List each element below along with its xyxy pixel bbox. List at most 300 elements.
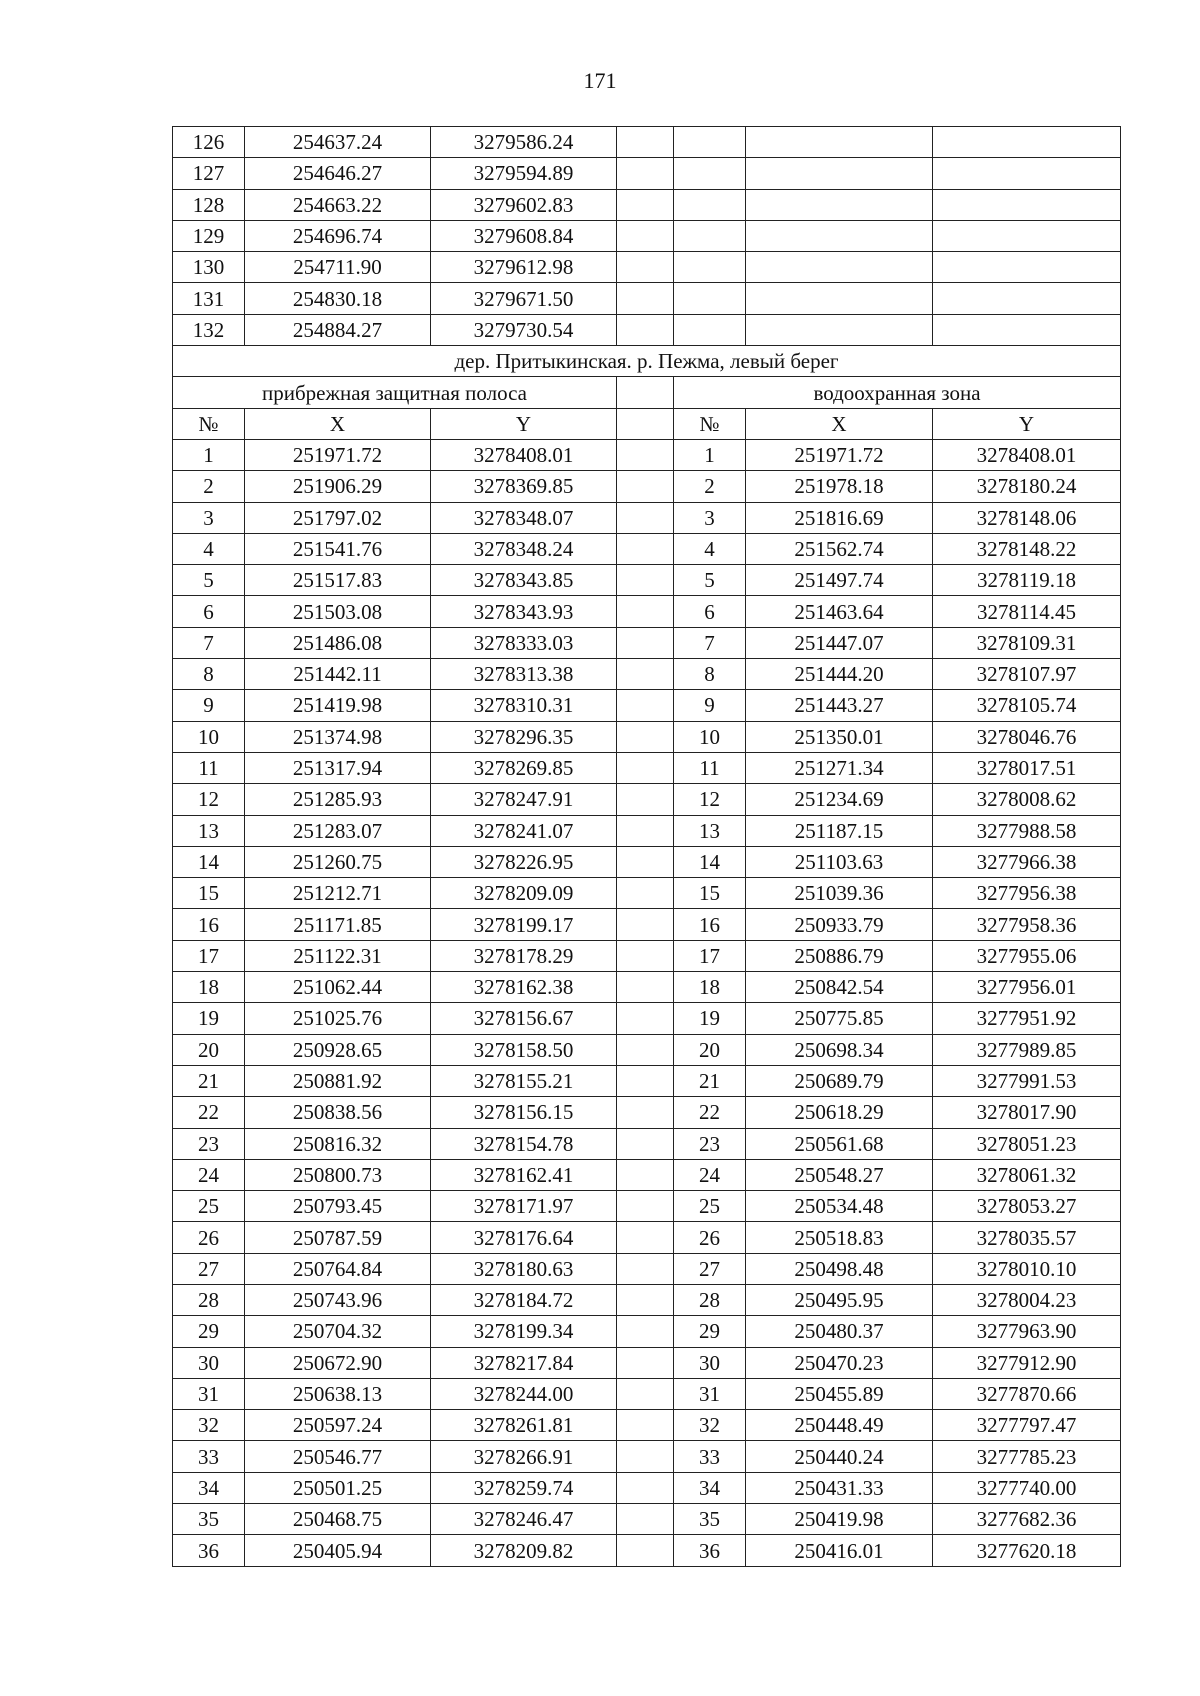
point-number: 13: [173, 815, 245, 846]
table-row: [173, 815, 1121, 846]
table-row: [173, 252, 1121, 283]
coord-y: 3278408.01: [933, 439, 1121, 470]
coord-x: 251419.98: [245, 690, 431, 721]
coord-y: 3277958.36: [933, 909, 1121, 940]
spacer-cell: [617, 596, 674, 627]
coord-y: 3278246.47: [431, 1504, 617, 1535]
coord-y: 3278343.85: [431, 565, 617, 596]
coord-x: 251234.69: [746, 784, 933, 815]
coord-x: 250638.13: [245, 1378, 431, 1409]
coord-y: 3278035.57: [933, 1222, 1121, 1253]
spacer-cell: [617, 1003, 674, 1034]
coord-y: 3277912.90: [933, 1347, 1121, 1378]
table-row: [173, 1159, 1121, 1190]
coord-x: 250498.48: [746, 1253, 933, 1284]
coord-x: 251285.93: [245, 784, 431, 815]
spacer-cell: [617, 1284, 674, 1315]
point-number: 31: [674, 1378, 746, 1409]
coord-x: 251039.36: [746, 878, 933, 909]
point-number: 4: [173, 533, 245, 564]
coord-x: 254663.22: [245, 189, 431, 220]
point-number: 19: [674, 1003, 746, 1034]
coord-y: 3277989.85: [933, 1034, 1121, 1065]
point-number: 23: [674, 1128, 746, 1159]
coord-x: 250548.27: [746, 1159, 933, 1190]
table-row: [173, 283, 1121, 314]
empty-cell: [746, 220, 933, 251]
point-number: 24: [674, 1159, 746, 1190]
coord-y: 3278209.82: [431, 1535, 617, 1566]
coord-y: 3278008.62: [933, 784, 1121, 815]
coord-y: 3278178.29: [431, 940, 617, 971]
spacer-cell: [617, 1378, 674, 1409]
point-number: 7: [674, 627, 746, 658]
coord-y: 3278408.01: [431, 439, 617, 470]
coord-y: 3278244.00: [431, 1378, 617, 1409]
page-number: 171: [583, 68, 617, 93]
spacer-cell: [617, 1472, 674, 1503]
left-group-header: прибрежная защитная полоса: [173, 377, 617, 408]
point-number: 128: [173, 189, 245, 220]
table-row: [173, 565, 1121, 596]
spacer-cell: [617, 752, 674, 783]
spacer-cell: [617, 940, 674, 971]
table-row: [173, 189, 1121, 220]
point-number: 9: [674, 690, 746, 721]
empty-cell: [674, 283, 746, 314]
point-number: 22: [173, 1097, 245, 1128]
coord-x: 250928.65: [245, 1034, 431, 1065]
coord-y: 3278269.85: [431, 752, 617, 783]
point-number: 9: [173, 690, 245, 721]
coord-x: 250800.73: [245, 1159, 431, 1190]
coord-y: 3278348.07: [431, 502, 617, 533]
table-row: [173, 846, 1121, 877]
point-number: 34: [173, 1472, 245, 1503]
coord-y: 3279730.54: [431, 314, 617, 345]
point-number: 25: [173, 1191, 245, 1222]
coord-x: 254884.27: [245, 314, 431, 345]
spacer-cell: [617, 1222, 674, 1253]
point-number: 129: [173, 220, 245, 251]
point-number: 22: [674, 1097, 746, 1128]
point-number: 6: [674, 596, 746, 627]
empty-cell: [746, 314, 933, 345]
point-number: 10: [674, 721, 746, 752]
table-row: [173, 1003, 1121, 1034]
point-number: 15: [674, 878, 746, 909]
point-number: 12: [173, 784, 245, 815]
coord-y: 3278010.10: [933, 1253, 1121, 1284]
coord-y: 3279594.89: [431, 158, 617, 189]
point-number: 28: [674, 1284, 746, 1315]
coord-y: 3278017.90: [933, 1097, 1121, 1128]
point-number: 2: [674, 471, 746, 502]
coord-x: 250495.95: [746, 1284, 933, 1315]
empty-cell: [933, 189, 1121, 220]
col-num-header: №: [173, 408, 245, 439]
coord-x: 251503.08: [245, 596, 431, 627]
coord-y: 3278217.84: [431, 1347, 617, 1378]
coord-y: 3278266.91: [431, 1441, 617, 1472]
coord-x: 250561.68: [746, 1128, 933, 1159]
coord-x: 250689.79: [746, 1065, 933, 1096]
coord-x: 251978.18: [746, 471, 933, 502]
coord-y: 3278247.91: [431, 784, 617, 815]
table-row: [173, 972, 1121, 1003]
point-number: 17: [173, 940, 245, 971]
point-number: 132: [173, 314, 245, 345]
spacer-cell: [617, 1191, 674, 1222]
spacer-cell: [617, 502, 674, 533]
point-number: 26: [173, 1222, 245, 1253]
point-number: 32: [173, 1410, 245, 1441]
coord-x: 250455.89: [746, 1378, 933, 1409]
table-row: [173, 596, 1121, 627]
coord-y: 3278199.17: [431, 909, 617, 940]
point-number: 6: [173, 596, 245, 627]
coord-x: 251517.83: [245, 565, 431, 596]
empty-cell: [933, 283, 1121, 314]
spacer-cell: [617, 784, 674, 815]
coord-y: 3278369.85: [431, 471, 617, 502]
table-row: [173, 1410, 1121, 1441]
col-y-header: Y: [933, 408, 1121, 439]
coord-y: 3278004.23: [933, 1284, 1121, 1315]
point-number: 16: [674, 909, 746, 940]
spacer-cell: [617, 1034, 674, 1065]
empty-cell: [674, 189, 746, 220]
coord-x: 250743.96: [245, 1284, 431, 1315]
coord-y: 3278046.76: [933, 721, 1121, 752]
coord-x: 250597.24: [245, 1410, 431, 1441]
coord-y: 3278053.27: [933, 1191, 1121, 1222]
point-number: 1: [173, 439, 245, 470]
coord-y: 3279608.84: [431, 220, 617, 251]
point-number: 8: [674, 659, 746, 690]
coord-x: 254830.18: [245, 283, 431, 314]
point-number: 25: [674, 1191, 746, 1222]
coord-x: 250698.34: [746, 1034, 933, 1065]
coord-x: 251122.31: [245, 940, 431, 971]
table-row: [173, 784, 1121, 815]
table-row: [173, 1347, 1121, 1378]
point-number: 126: [173, 127, 245, 158]
empty-cell: [617, 158, 674, 189]
table-row: [173, 909, 1121, 940]
coord-x: 250816.32: [245, 1128, 431, 1159]
point-number: 30: [674, 1347, 746, 1378]
coord-x: 250468.75: [245, 1504, 431, 1535]
coord-y: 3278348.24: [431, 533, 617, 564]
point-number: 31: [173, 1378, 245, 1409]
table-row: [173, 1316, 1121, 1347]
point-number: 29: [173, 1316, 245, 1347]
point-number: 11: [173, 752, 245, 783]
coord-y: 3278158.50: [431, 1034, 617, 1065]
coord-y: 3279671.50: [431, 283, 617, 314]
coord-x: 254696.74: [245, 220, 431, 251]
coord-y: 3278148.06: [933, 502, 1121, 533]
coord-y: 3278313.38: [431, 659, 617, 690]
table-row: [173, 1097, 1121, 1128]
coord-x: 250838.56: [245, 1097, 431, 1128]
table-row: [173, 1441, 1121, 1472]
table-row: [173, 158, 1121, 189]
coord-y: 3278180.63: [431, 1253, 617, 1284]
point-number: 127: [173, 158, 245, 189]
coord-x: 251374.98: [245, 721, 431, 752]
spacer-cell: [617, 1410, 674, 1441]
coord-x: 250546.77: [245, 1441, 431, 1472]
point-number: 35: [173, 1504, 245, 1535]
coord-y: 3277963.90: [933, 1316, 1121, 1347]
coord-y: 3277682.36: [933, 1504, 1121, 1535]
empty-cell: [674, 127, 746, 158]
empty-cell: [933, 314, 1121, 345]
point-number: 11: [674, 752, 746, 783]
point-number: 1: [674, 439, 746, 470]
table-row: [173, 1128, 1121, 1159]
spacer-cell: [617, 627, 674, 658]
coord-x: 251317.94: [245, 752, 431, 783]
coord-x: 250886.79: [746, 940, 933, 971]
empty-cell: [933, 252, 1121, 283]
empty-cell: [617, 220, 674, 251]
spacer-cell: [617, 471, 674, 502]
table-row: [173, 878, 1121, 909]
coord-x: 251062.44: [245, 972, 431, 1003]
empty-cell: [674, 220, 746, 251]
point-number: 12: [674, 784, 746, 815]
table-row: [173, 940, 1121, 971]
coord-x: 250518.83: [746, 1222, 933, 1253]
coord-x: 251171.85: [245, 909, 431, 940]
spacer-cell: [617, 721, 674, 752]
point-number: 21: [674, 1065, 746, 1096]
table-row: [173, 533, 1121, 564]
spacer-cell: [617, 1535, 674, 1566]
coord-x: 251816.69: [746, 502, 933, 533]
coord-y: 3277956.01: [933, 972, 1121, 1003]
coordinate-rows: [173, 439, 1121, 1566]
point-number: 21: [173, 1065, 245, 1096]
coord-y: 3278184.72: [431, 1284, 617, 1315]
spacer-cell: [617, 1253, 674, 1284]
coord-y: 3277966.38: [933, 846, 1121, 877]
empty-cell: [674, 158, 746, 189]
spacer-cell: [617, 1441, 674, 1472]
table-row: [173, 502, 1121, 533]
spacer-cell: [617, 1347, 674, 1378]
point-number: 36: [674, 1535, 746, 1566]
table-row: [173, 690, 1121, 721]
coord-y: 3278209.09: [431, 878, 617, 909]
point-number: 15: [173, 878, 245, 909]
coord-y: 3277991.53: [933, 1065, 1121, 1096]
spacer-cell: [617, 1128, 674, 1159]
coord-x: 250440.24: [746, 1441, 933, 1472]
coord-y: 3277797.47: [933, 1410, 1121, 1441]
table-row: [173, 1222, 1121, 1253]
coord-y: 3278343.93: [431, 596, 617, 627]
coord-y: 3278107.97: [933, 659, 1121, 690]
spacer-cell: [617, 1097, 674, 1128]
empty-cell: [617, 189, 674, 220]
coord-y: 3277870.66: [933, 1378, 1121, 1409]
empty-cell: [933, 127, 1121, 158]
coord-y: 3279586.24: [431, 127, 617, 158]
coord-x: 250501.25: [245, 1472, 431, 1503]
point-number: 26: [674, 1222, 746, 1253]
coord-x: 251541.76: [245, 533, 431, 564]
coord-y: 3277951.92: [933, 1003, 1121, 1034]
coord-y: 3278261.81: [431, 1410, 617, 1441]
empty-cell: [617, 252, 674, 283]
table-row: [173, 721, 1121, 752]
col-x-header: X: [746, 408, 933, 439]
spacer-cell: [617, 815, 674, 846]
coord-x: 250419.98: [746, 1504, 933, 1535]
point-number: 33: [173, 1441, 245, 1472]
point-number: 130: [173, 252, 245, 283]
coord-x: 251271.34: [746, 752, 933, 783]
coord-y: 3278180.24: [933, 471, 1121, 502]
table-row: [173, 314, 1121, 345]
coord-y: 3279602.83: [431, 189, 617, 220]
coord-x: 250933.79: [746, 909, 933, 940]
coordinates-table: [172, 126, 1121, 1567]
point-number: 14: [173, 846, 245, 877]
point-number: 28: [173, 1284, 245, 1315]
coord-y: 3278017.51: [933, 752, 1121, 783]
coord-x: 250416.01: [746, 1535, 933, 1566]
spacer-cell: [617, 1504, 674, 1535]
spacer-cell: [617, 1065, 674, 1096]
coord-y: 3278155.21: [431, 1065, 617, 1096]
point-number: 3: [674, 502, 746, 533]
coord-x: 251486.08: [245, 627, 431, 658]
coord-x: 254646.27: [245, 158, 431, 189]
empty-cell: [746, 283, 933, 314]
point-number: 5: [674, 565, 746, 596]
point-number: 5: [173, 565, 245, 596]
spacer-cell: [617, 1316, 674, 1347]
point-number: 24: [173, 1159, 245, 1190]
coord-x: 250881.92: [245, 1065, 431, 1096]
table-row: [173, 659, 1121, 690]
coord-y: 3278259.74: [431, 1472, 617, 1503]
table-row: [173, 127, 1121, 158]
coord-x: 251212.71: [245, 878, 431, 909]
coord-x: 251187.15: [746, 815, 933, 846]
table-row: [173, 1378, 1121, 1409]
point-number: 10: [173, 721, 245, 752]
table-row: [173, 752, 1121, 783]
point-number: 18: [674, 972, 746, 1003]
coord-y: 3277956.38: [933, 878, 1121, 909]
point-number: 29: [674, 1316, 746, 1347]
coord-y: 3278051.23: [933, 1128, 1121, 1159]
coord-x: 251350.01: [746, 721, 933, 752]
coord-y: 3277988.58: [933, 815, 1121, 846]
coord-x: 251260.75: [245, 846, 431, 877]
point-number: 3: [173, 502, 245, 533]
spacer-cell: [617, 878, 674, 909]
coord-x: 254711.90: [245, 252, 431, 283]
coord-y: 3278162.41: [431, 1159, 617, 1190]
point-number: 30: [173, 1347, 245, 1378]
table-row: [173, 471, 1121, 502]
empty-cell: [617, 127, 674, 158]
empty-cell: [746, 252, 933, 283]
coord-x: 251971.72: [245, 439, 431, 470]
table-row: [173, 627, 1121, 658]
table-row: [173, 439, 1121, 470]
spacer-cell: [617, 690, 674, 721]
table-row: [173, 220, 1121, 251]
coord-x: 250672.90: [245, 1347, 431, 1378]
spacer-cell: [617, 533, 674, 564]
coord-x: 250448.49: [746, 1410, 933, 1441]
spacer-cell: [617, 972, 674, 1003]
point-number: 23: [173, 1128, 245, 1159]
coord-y: 3278156.67: [431, 1003, 617, 1034]
point-number: 27: [173, 1253, 245, 1284]
coord-x: 251444.20: [746, 659, 933, 690]
coord-x: 251283.07: [245, 815, 431, 846]
spacer-cell: [617, 377, 674, 408]
coord-x: 250480.37: [746, 1316, 933, 1347]
point-number: 27: [674, 1253, 746, 1284]
point-number: 4: [674, 533, 746, 564]
point-number: 20: [173, 1034, 245, 1065]
coord-x: 251906.29: [245, 471, 431, 502]
point-number: 18: [173, 972, 245, 1003]
point-number: 14: [674, 846, 746, 877]
table-row: [173, 1504, 1121, 1535]
point-number: 17: [674, 940, 746, 971]
coord-x: 250842.54: [746, 972, 933, 1003]
continued-rows: [173, 127, 1121, 346]
coord-x: 251463.64: [746, 596, 933, 627]
coord-y: 3278241.07: [431, 815, 617, 846]
table-row: [173, 1253, 1121, 1284]
point-number: 7: [173, 627, 245, 658]
coord-y: 3278176.64: [431, 1222, 617, 1253]
col-y-header: Y: [431, 408, 617, 439]
point-number: 34: [674, 1472, 746, 1503]
point-number: 33: [674, 1441, 746, 1472]
section-header: [173, 346, 1121, 440]
col-num-header: №: [674, 408, 746, 439]
coord-x: 250764.84: [245, 1253, 431, 1284]
point-number: 32: [674, 1410, 746, 1441]
table-row: [173, 1065, 1121, 1096]
coord-x: 250534.48: [746, 1191, 933, 1222]
empty-cell: [933, 158, 1121, 189]
empty-cell: [746, 158, 933, 189]
coord-y: 3278296.35: [431, 721, 617, 752]
right-group-header: водоохранная зона: [674, 377, 1121, 408]
coord-y: 3277740.00: [933, 1472, 1121, 1503]
coord-x: 251443.27: [746, 690, 933, 721]
section-title: дер. Притыкинская. р. Пежма, левый берег: [173, 346, 1121, 377]
coord-x: 250793.45: [245, 1191, 431, 1222]
coord-y: 3278109.31: [933, 627, 1121, 658]
point-number: 131: [173, 283, 245, 314]
coord-y: 3278114.45: [933, 596, 1121, 627]
